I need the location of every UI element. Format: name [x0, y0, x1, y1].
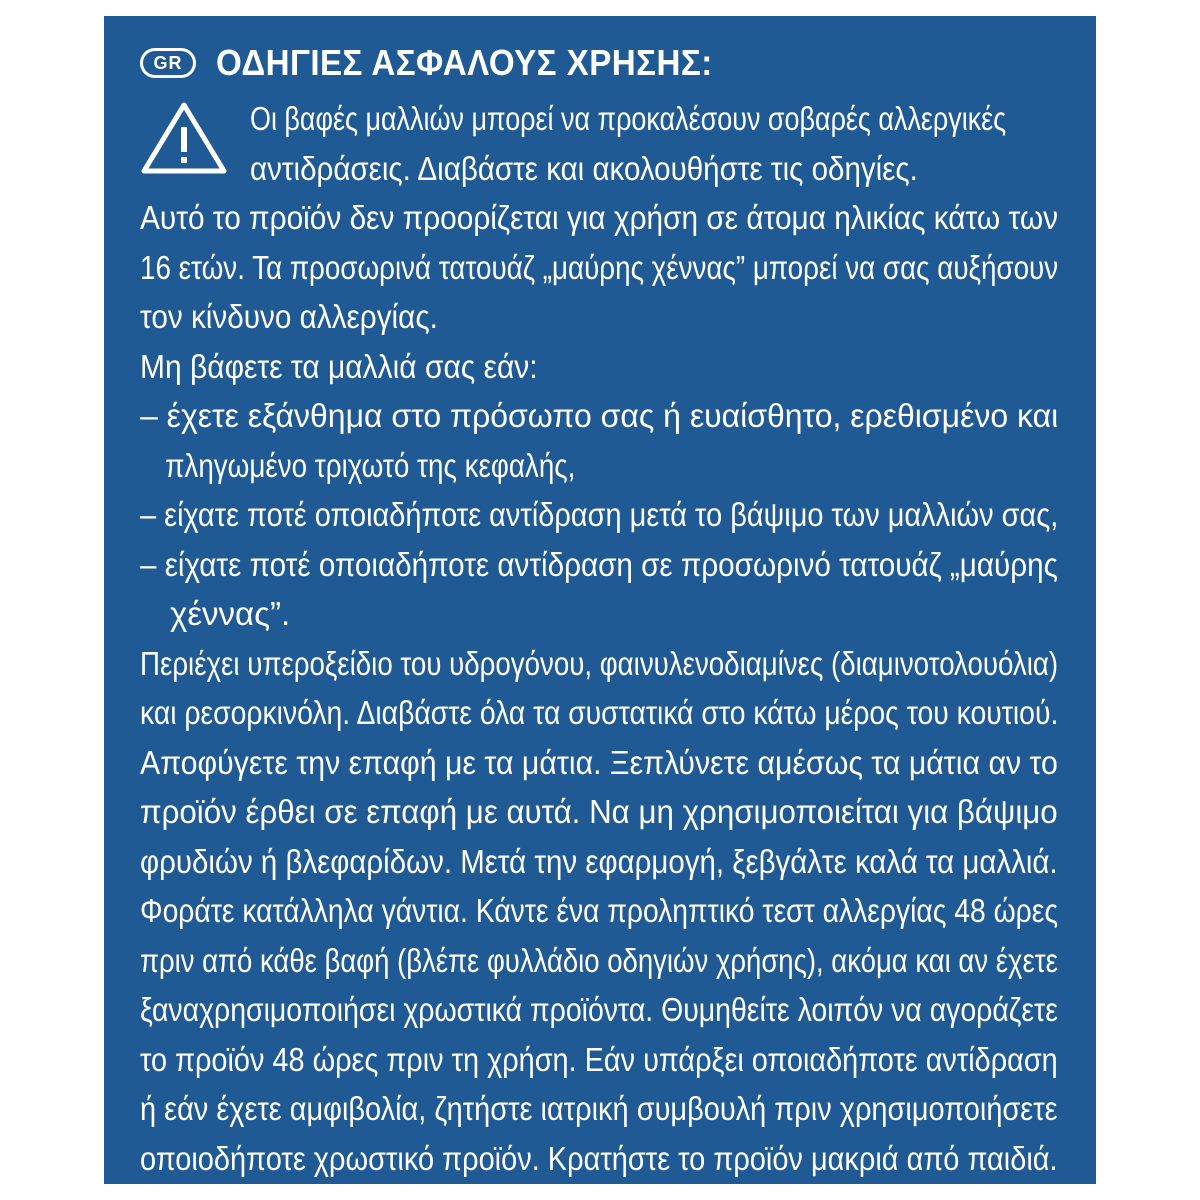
body-line: τον κίνδυνο αλλεργίας. [140, 298, 438, 335]
warning-triangle-icon [140, 100, 228, 176]
safety-instructions-panel [104, 16, 1096, 1184]
body-line: ξαναχρησιμοποιήσει χρωστικά προϊόντα. Θυμηθείτε λοιπόν να αγοράζετε [140, 991, 1058, 1028]
warning-block [140, 94, 1060, 193]
bullet-continuation: χέννας”. [170, 595, 291, 632]
body-line: Μη βάφετε τα μαλλιά σας εάν: [140, 347, 538, 385]
country-badge: GR [140, 48, 196, 78]
body-line: Αποφύγετε την επαφή με τα μάτια. Ξεπλύνετε αμέσως τα μάτια αν το [140, 743, 1058, 781]
body-line: 16 ετών. Τα προσωρινά τατουάζ „μαύρης χέννας” μπορεί να σας αυξήσουν [140, 248, 1059, 286]
body-line: το προϊόν 48 ώρες πριν τη χρήση. Εάν υπάρξει οποιαδήποτε αντίδραση [140, 1040, 1058, 1078]
body-line: Περιέχει υπεροξείδιο του υδρογόνου, φαινυλενοδιαμίνες (διαμινοτολουόλια) [140, 644, 1059, 682]
body-text [140, 193, 1060, 1183]
warning-text [250, 94, 1096, 193]
body-line: Αυτό το προϊόν δεν προορίζεται για χρήση σε άτομα ηλικίας κάτω των [140, 199, 1059, 236]
bullet-continuation: πληγωμένο τριχωτό της κεφαλής, [165, 446, 576, 484]
warning-line: αντιδράσεις. Διαβάστε και ακολουθήστε τις οδηγίες. [250, 149, 918, 187]
body-line: πριν από κάθε βαφή (βλέπε φυλλάδιο οδηγιών χρήσης), ακόμα και αν έχετε [140, 941, 1058, 979]
bullet-item: – έχετε εξάνθημα στο πρόσωπο σας ή ευαίσθητο, ερεθισμένο και [140, 397, 1059, 434]
header [140, 38, 1060, 88]
bullet-item: – είχατε ποτέ οποιαδήποτε αντίδραση μετά το βάψιμο των μαλλιών σας, [140, 496, 1059, 533]
warning-line: Οι βαφές μαλλιών μπορεί να προκαλέσουν σοβαρές αλλεργικές [250, 100, 1007, 137]
body-line: οποιοδήποτε χρωστικό προϊόν. Κρατήστε το προϊόν μακριά από παιδιά. [140, 1139, 1058, 1177]
body-line: ή εάν έχετε αμφιβολία, ζητήστε ιατρική συμβουλή πριν χρησιμοποιήσετε [140, 1090, 1058, 1127]
bullet-item: – είχατε ποτέ οποιαδήποτε αντίδραση σε προσωρινό τατουάζ „μαύρης [140, 545, 1058, 583]
body-line: προϊόν έρθει σε επαφή με αυτά. Να μη χρησιμοποιείται για βάψιμο [140, 793, 1058, 830]
body-line: φρυδιών ή βλεφαρίδων. Μετά την εφαρμογή, ξεβγάλτε καλά τα μαλλιά. [140, 842, 1058, 880]
body-line: Φοράτε κατάλληλα γάντια. Κάντε ένα προληπτικό τεστ αλλεργίας 48 ώρες [140, 892, 1059, 929]
body-line: και ρεσορκινόλη. Διαβάστε όλα τα συστατικά στο κάτω μέρος του κουτιού. [140, 694, 1059, 731]
page-title: ΟΔΗΓΙΕΣ ΑΣΦΑΛΟΥΣ ΧΡΗΣΗΣ: [216, 42, 713, 83]
